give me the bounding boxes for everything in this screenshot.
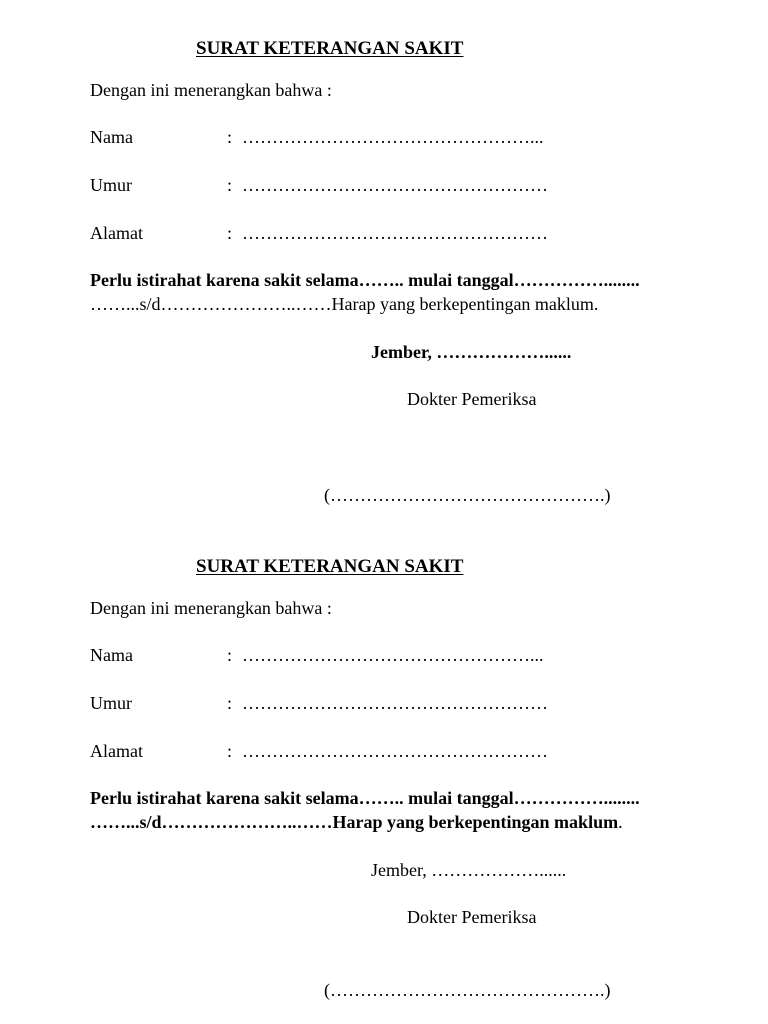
notice-period: . (618, 812, 623, 832)
field-blank-umur: …………………………………………… (242, 693, 548, 713)
rest-period-line-2 (90, 811, 623, 833)
field-colon: : (227, 175, 233, 195)
city-date: Jember, ………………...... (371, 860, 567, 880)
field-label-umur: Umur (90, 693, 132, 713)
rest-period-line-1 (90, 787, 640, 809)
field-label-nama: Nama (90, 127, 133, 147)
field-blank-nama: …………………………………………... (242, 127, 544, 147)
form-title: SURAT KETERANGAN SAKIT (196, 556, 464, 577)
field-colon: : (227, 645, 233, 665)
rest-text-dates: …….. mulai tanggal……………........ (358, 788, 640, 808)
rest-until-blank: ……...s/d…………………..…… (90, 812, 333, 832)
notice-text: Harap yang berkepentingan maklum. (331, 294, 599, 314)
field-blank-alamat: …………………………………………… (242, 223, 548, 243)
rest-text-bold: Perlu istirahat karena sakit selama (90, 788, 359, 808)
field-blank-nama: …………………………………………... (242, 645, 544, 665)
signature-blank: (……………………………………….) (324, 485, 611, 505)
field-colon: : (227, 693, 233, 713)
sick-letter-form-1 (0, 0, 768, 505)
signature-blank: (……………………………………….) (324, 980, 611, 1000)
field-blank-umur: …………………………………………… (242, 175, 548, 195)
city-date: Jember, ………………...... (371, 342, 572, 362)
rest-text-dates: …….. mulai tanggal……………........ (358, 270, 640, 290)
form-title: SURAT KETERANGAN SAKIT (196, 38, 464, 59)
field-label-alamat: Alamat (90, 223, 143, 243)
rest-text-bold: Perlu istirahat karena sakit selama (90, 270, 359, 290)
rest-period-line-1 (90, 269, 640, 291)
doctor-title: Dokter Pemeriksa (407, 907, 537, 927)
field-label-umur: Umur (90, 175, 132, 195)
notice-text: Harap yang berkepentingan maklum (332, 812, 619, 832)
intro-text: Dengan ini menerangkan bahwa : (90, 598, 332, 618)
field-colon: : (227, 127, 233, 147)
doctor-title: Dokter Pemeriksa (407, 389, 537, 409)
field-colon: : (227, 223, 233, 243)
rest-until-blank: ……...s/d…………………..…… (90, 294, 332, 314)
rest-period-line-2 (90, 293, 598, 315)
field-colon: : (227, 741, 233, 761)
field-blank-alamat: …………………………………………… (242, 741, 548, 761)
intro-text: Dengan ini menerangkan bahwa : (90, 80, 332, 100)
field-label-alamat: Alamat (90, 741, 143, 761)
sick-letter-form-2 (0, 518, 768, 1018)
field-label-nama: Nama (90, 645, 133, 665)
